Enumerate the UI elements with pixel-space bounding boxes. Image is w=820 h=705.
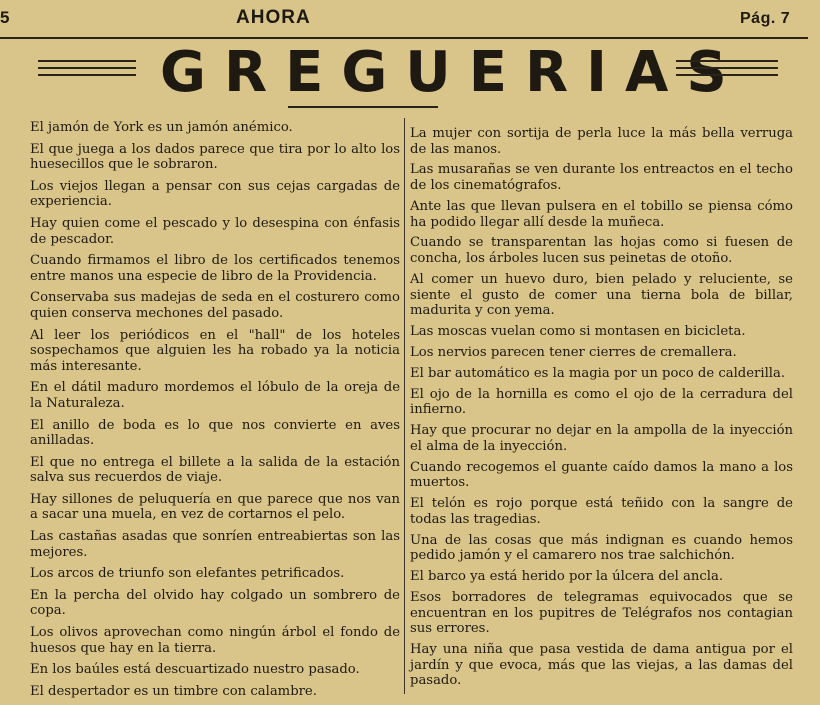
gregueria-paragraph: Los viejos llegan a pensar con sus cejas cargadas de experiencia. — [30, 178, 400, 210]
gregueria-paragraph: El anillo de boda es lo que nos convierte en aves anilladas. — [30, 417, 400, 449]
masthead: AHORA — [236, 7, 311, 28]
gregueria-paragraph: Ante las que llevan pulsera en el tobillo se piensa cómo ha podido llegar allí desde la muñeca. — [410, 198, 793, 230]
gregueria-paragraph: Esos borradores de telegramas equivocados que se encuentran en los pupitres de Telégrafos nos contagian sus errores. — [410, 590, 793, 637]
gregueria-paragraph: Los nervios parecen tener cierres de cremallera. — [410, 344, 737, 360]
gregueria-paragraph: La mujer con sortija de perla luce la más bella verruga de las manos. — [410, 126, 793, 157]
gregueria-paragraph: Cuando se transparentan las hojas como si fuesen de concha, los árboles lucen sus peinetas de otoño. — [410, 235, 793, 267]
column-divider — [404, 118, 405, 694]
gregueria-paragraph: Las musarañas se ven durante los entreactos en el techo de los cinematógrafos. — [410, 162, 793, 194]
gregueria-paragraph: En el dátil maduro mordemos el lóbulo de la oreja de la Naturaleza. — [30, 380, 400, 411]
gregueria-paragraph: Conservaba sus madejas de seda en el costurero como quien conserva mechones del pasado. — [30, 290, 400, 321]
gregueria-paragraph: Hay quien come el pescado y lo desespina con énfasis de pescador. — [30, 215, 400, 247]
gregueria-paragraph: Los olivos aprovechan como ningún árbol el fondo de huesos que hay en la tierra. — [30, 625, 400, 656]
title-underline — [288, 106, 438, 108]
gregueria-paragraph: Hay que procurar no dejar en la ampolla de la inyección el alma de la inyección. — [410, 423, 793, 454]
page-number-left: 5 — [0, 8, 10, 27]
left-column — [30, 120, 400, 705]
gregueria-paragraph: El ojo de la hornilla es como el ojo de la cerradura del infierno. — [410, 386, 793, 418]
gregueria-paragraph: El despertador es un timbre con calambre. — [30, 683, 317, 699]
header-rule — [0, 37, 808, 39]
gregueria-paragraph: Una de las cosas que más indignan es cuando hemos pedido jamón y el camarero nos trae salchichón. — [410, 532, 793, 564]
gregueria-paragraph: Hay una niña que pasa vestida de dama antigua por el jardín y que evoca, más que las viejas, a las damas del pasado. — [410, 642, 793, 689]
gregueria-paragraph: Al comer un huevo duro, bien pelado y reluciente, se siente el gusto de comer una tierna bola de billar, madurita y con yema. — [410, 271, 793, 319]
gregueria-paragraph: En la percha del olvido hay colgado un sombrero de copa. — [30, 587, 400, 619]
gregueria-paragraph: En los baúles está descuartizado nuestro pasado. — [30, 662, 360, 678]
gregueria-paragraph: Al leer los periódicos en el "hall" de los hoteles sospechamos que alguien les ha robado ya la noticia más interesante. — [30, 327, 400, 374]
gregueria-paragraph: El telón es rojo porque está teñido con la sangre de todas las tragedias. — [410, 496, 793, 527]
gregueria-paragraph: El bar automático es la magia por un poco de calderilla. — [410, 365, 786, 381]
right-column — [410, 126, 793, 694]
gregueria-paragraph: El que juega a los dados parece que tira por lo alto los huesecillos que le sobraron. — [30, 141, 400, 173]
section-title: GREGUERIAS — [160, 40, 745, 105]
gregueria-paragraph: Hay sillones de peluquería en que parece que nos van a sacar una muela, en vez de cortarnos el pelo. — [30, 491, 400, 523]
gregueria-paragraph: El jamón de York es un jamón anémico. — [30, 120, 293, 135]
title-ornament-left — [38, 60, 136, 81]
gregueria-paragraph: Los arcos de triunfo son elefantes petrificados. — [30, 566, 345, 582]
gregueria-paragraph: El que no entrega el billete a la salida de la estación salva sus recuerdos de viaje. — [30, 454, 400, 486]
title-ornament-right — [676, 60, 778, 81]
gregueria-paragraph: Las moscas vuelan como si montasen en bicicleta. — [410, 324, 746, 340]
page-label: Pág. 7 — [740, 10, 791, 27]
gregueria-paragraph: Cuando recogemos el guante caído damos la mano a los muertos. — [410, 459, 793, 491]
gregueria-paragraph: Cuando firmamos el libro de los certificados tenemos entre manos una especie de libro de la Providencia. — [30, 253, 400, 284]
gregueria-paragraph: El barco ya está herido por la úlcera del ancla. — [410, 569, 724, 585]
gregueria-paragraph: Las castañas asadas que sonríen entreabiertas son las mejores. — [30, 529, 400, 560]
